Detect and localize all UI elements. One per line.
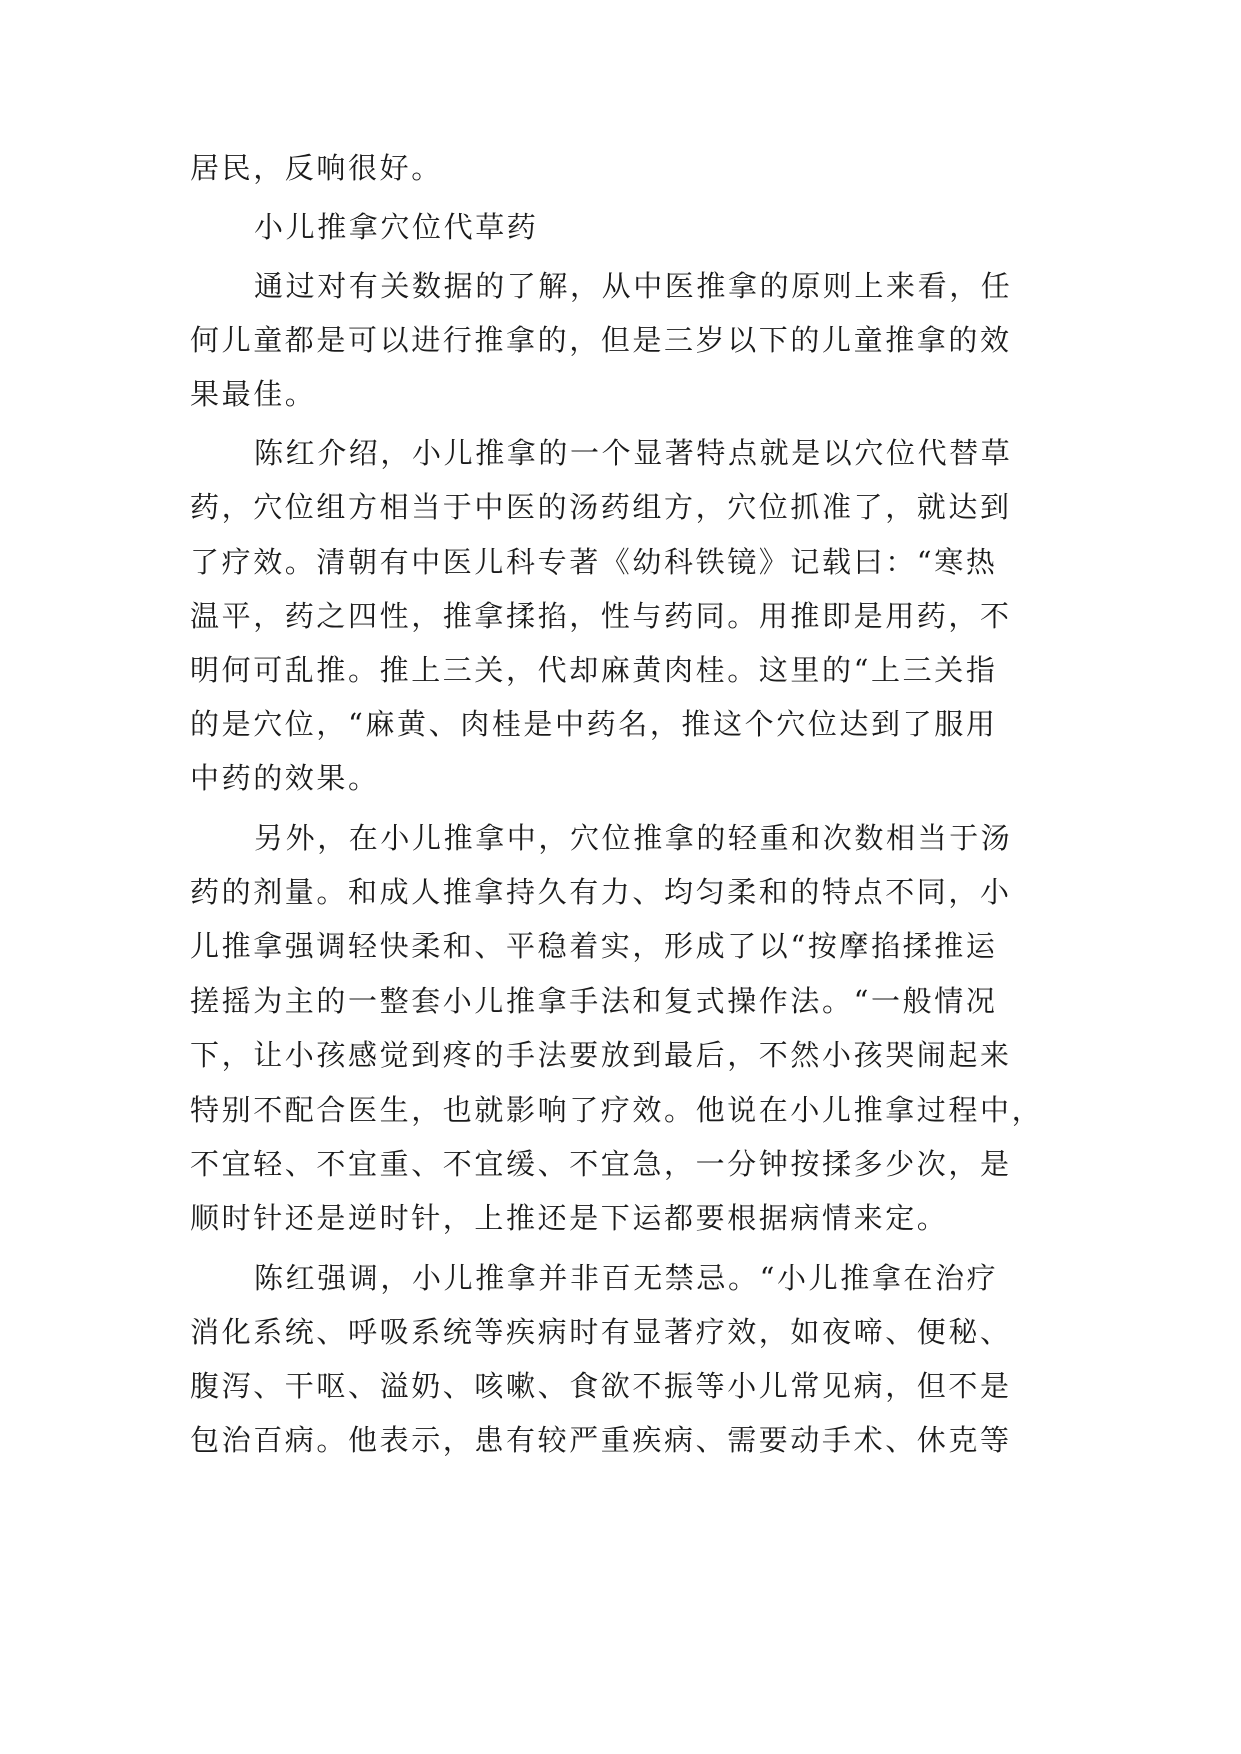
text-line-19: 不宜轻、不宜重、不宜缓、不宜急，一分钟按揉多少次，是: [190, 1147, 1012, 1181]
text-line-17: 下，让小孩感觉到疼的手法要放到最后，不然小孩哭闹起来: [190, 1038, 1012, 1072]
text-line-3: 通过对有关数据的了解，从中医推拿的原则上来看，任: [254, 269, 1013, 303]
text-line-11: 的是穴位，“麻黄、肉桂是中药名，推这个穴位达到了服用: [190, 707, 998, 741]
text-line-8: 了疗效。清朝有中医儿科专著《幼科铁镜》记载曰：“寒热: [190, 545, 998, 579]
text-line-14: 药的剂量。和成人推拿持久有力、均匀柔和的特点不同，小: [190, 875, 1012, 909]
text-line-15: 儿推拿强调轻快柔和、平稳着实，形成了以“按摩掐揉推运: [190, 929, 998, 963]
text-line-23: 腹泻、干呕、溢奶、咳嗽、食欲不振等小儿常见病，但不是: [190, 1369, 1012, 1403]
text-line-1: 居民，反响很好。: [190, 151, 443, 185]
text-line-20: 顺时针还是逆时针，上推还是下运都要根据病情来定。: [190, 1201, 949, 1235]
text-line-12: 中药的效果。: [190, 761, 380, 795]
text-line-10: 明何可乱推。推上三关，代却麻黄肉桂。这里的“上三关指: [190, 653, 998, 687]
text-line-16: 搓摇为主的一整套小儿推拿手法和复式操作法。“一般情况: [190, 984, 998, 1018]
text-line-4: 何儿童都是可以进行推拿的，但是三岁以下的儿童推拿的效: [190, 323, 1012, 357]
text-line-18: 特别不配合医生，也就影响了疗效。他说在小儿推拿过程中，: [190, 1093, 1044, 1127]
text-line-7: 药，穴位组方相当于中医的汤药组方，穴位抓准了，就达到: [190, 490, 1012, 524]
text-line-6: 陈红介绍，小儿推拿的一个显著特点就是以穴位代替草: [254, 436, 1013, 470]
text-line-21: 陈红强调，小儿推拿并非百无禁忌。“小儿推拿在治疗: [254, 1261, 999, 1295]
text-line-13: 另外，在小儿推拿中，穴位推拿的轻重和次数相当于汤: [254, 821, 1013, 855]
text-line-24: 包治百病。他表示，患有较严重疾病、需要动手术、休克等: [190, 1423, 1012, 1457]
section-heading: 小儿推拿穴位代草药: [254, 210, 539, 244]
text-line-22: 消化系统、呼吸系统等疾病时有显著疗效，如夜啼、便秘、: [190, 1315, 1012, 1349]
text-line-9: 温平，药之四性，推拿揉掐，性与药同。用推即是用药，不: [190, 599, 1012, 633]
text-line-5: 果最佳。: [190, 377, 317, 411]
